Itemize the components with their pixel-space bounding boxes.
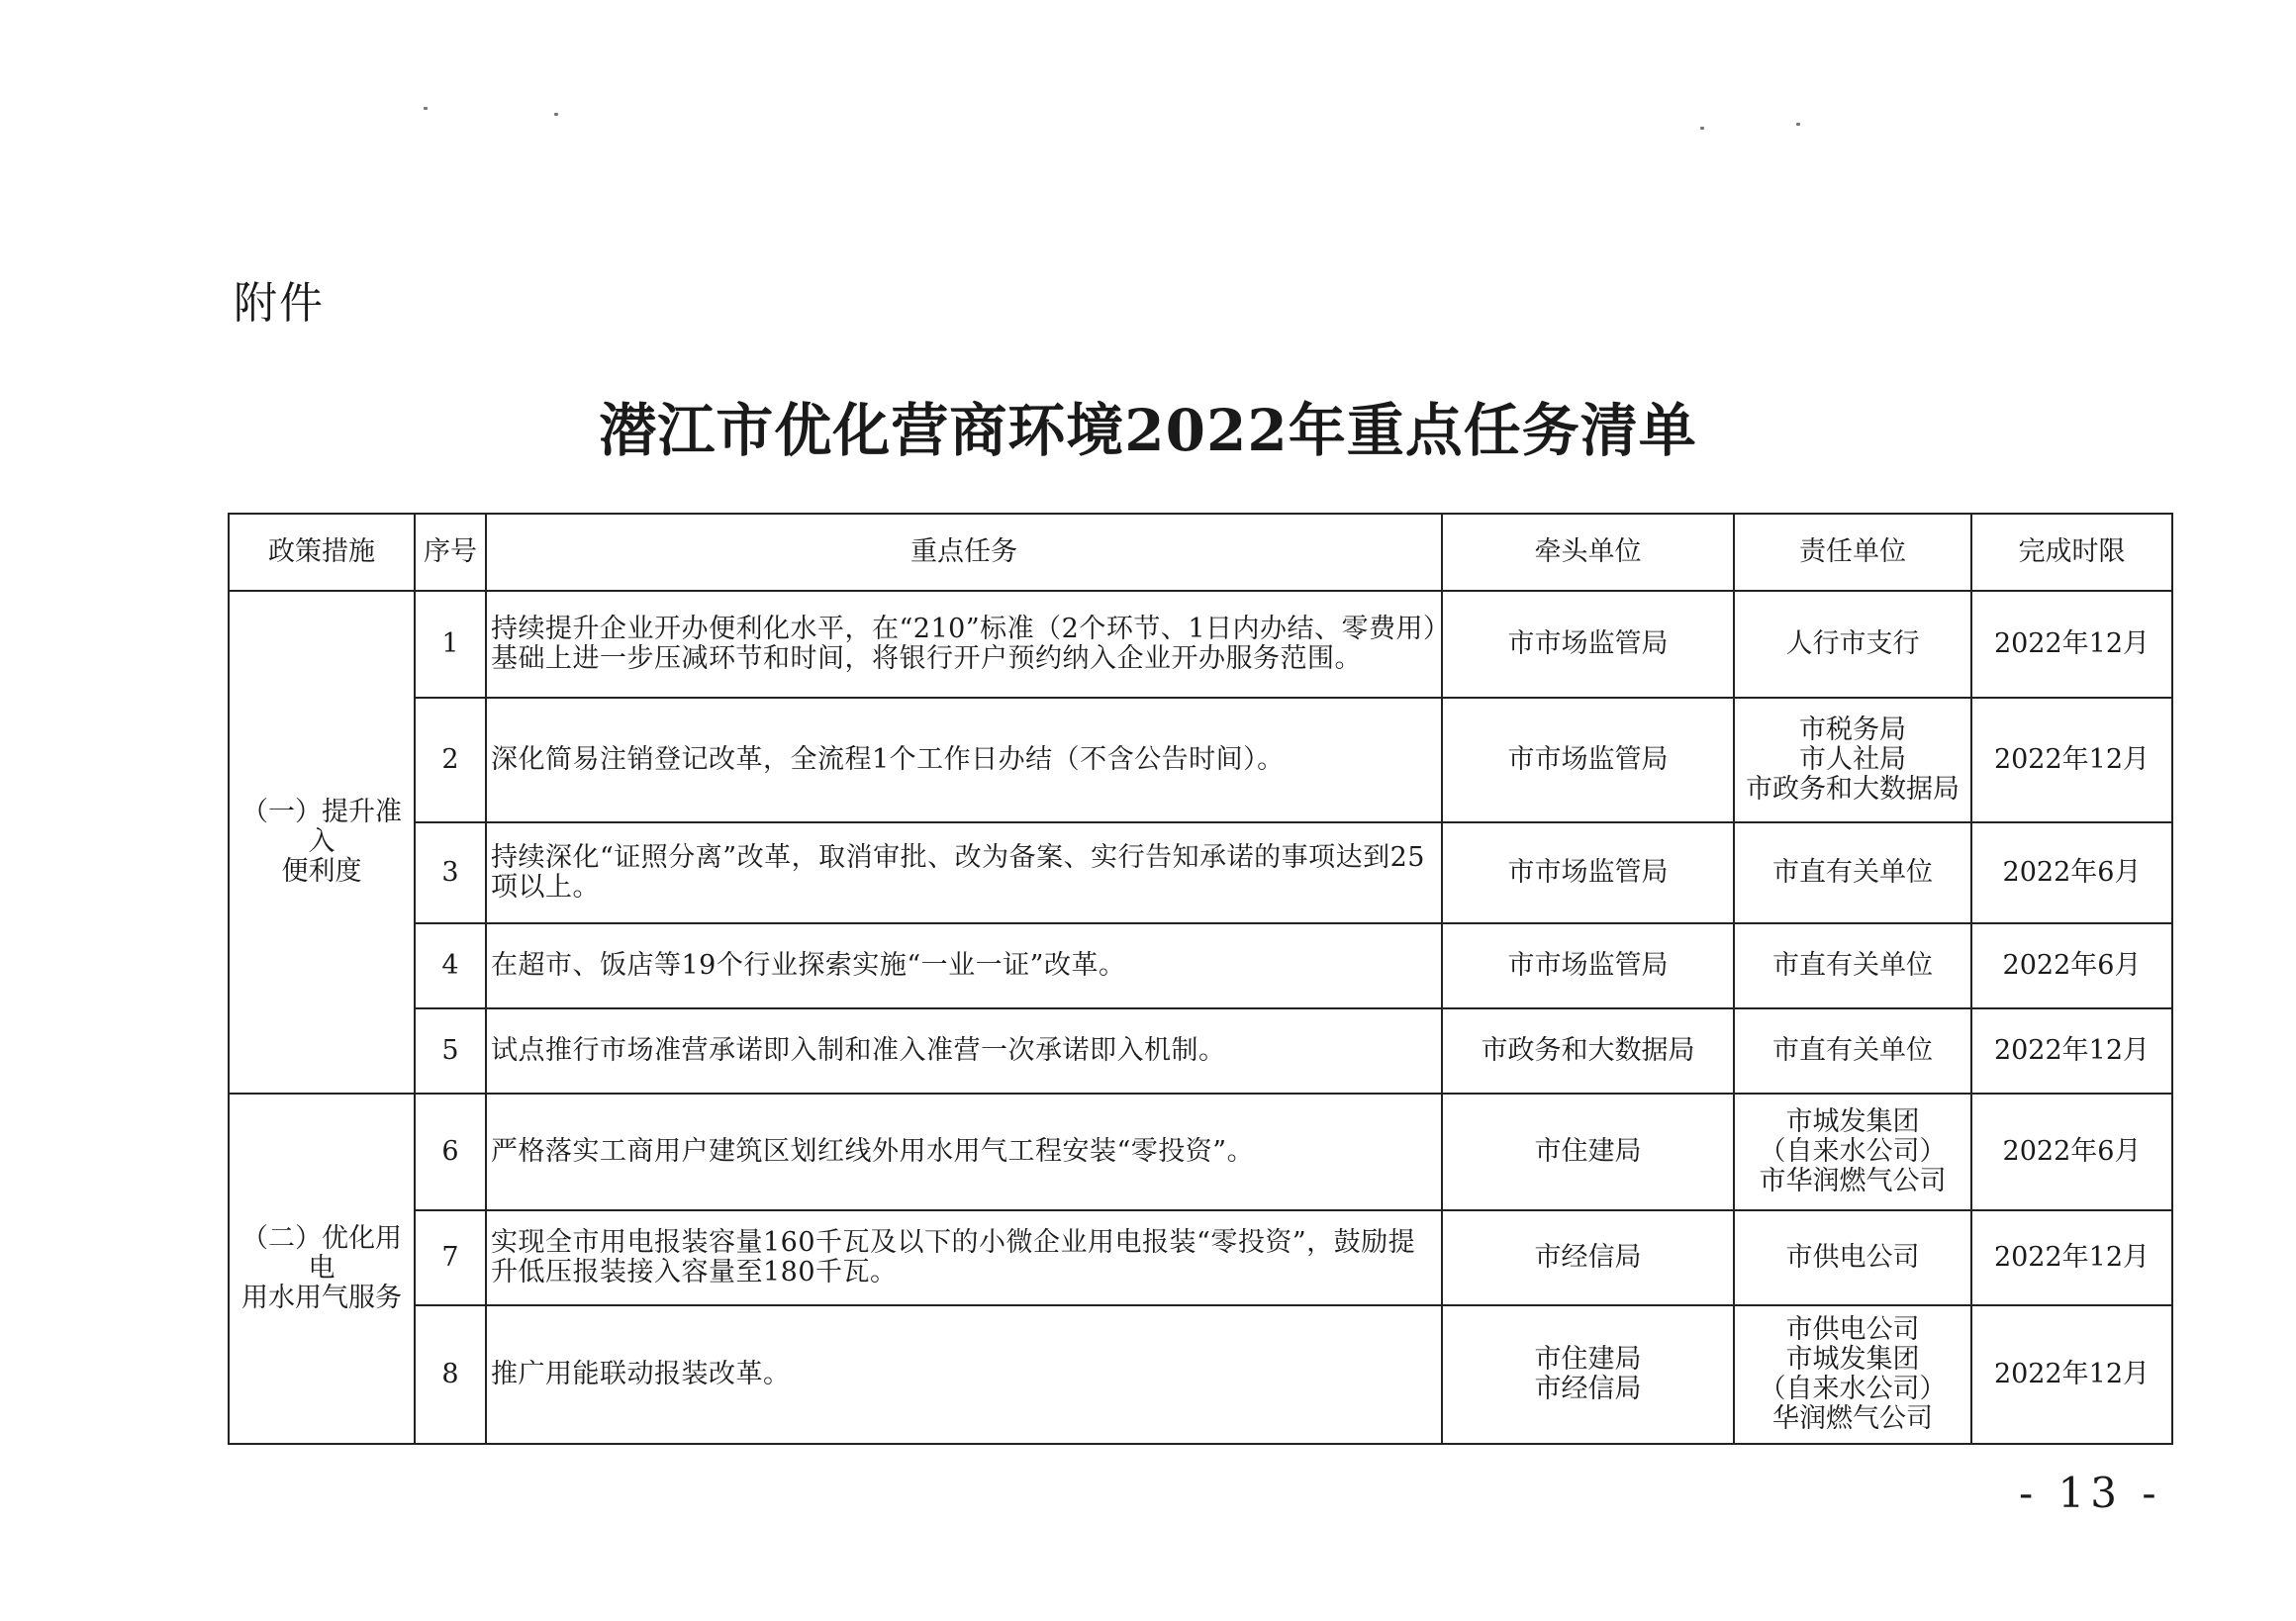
responsible-unit: 市城发集团 (1785, 1106, 1920, 1137)
header-responsible-unit: 责任单位 (1734, 514, 1971, 591)
lead-unit-cell (1442, 698, 1734, 822)
task-cell: 试点推行市场准营承诺即入制和准入准营一次承诺即入机制。 (486, 1008, 1442, 1094)
header-deadline: 完成时限 (1971, 514, 2172, 591)
seq-cell: 1 (415, 591, 486, 698)
responsible-unit-cell (1734, 1008, 1971, 1094)
deadline-cell: 2022年12月 (1971, 1008, 2172, 1094)
responsible-unit-cell (1734, 822, 1971, 923)
deadline-cell: 2022年6月 (1971, 1094, 2172, 1210)
deadline-cell: 2022年12月 (1971, 1210, 2172, 1305)
scan-speck (1796, 123, 1800, 126)
deadline-cell: 2022年12月 (1971, 591, 2172, 698)
lead-unit-cell (1442, 1094, 1734, 1210)
responsible-unit: （自来水公司） (1759, 1374, 1947, 1404)
task-cell: 持续深化“证照分离”改革，取消审批、改为备案、实行告知承诺的事项达到25项以上。 (486, 822, 1442, 923)
header-seq: 序号 (415, 514, 486, 591)
lead-unit: 市住建局 (1534, 1136, 1642, 1167)
responsible-unit: 市政务和大数据局 (1746, 774, 1960, 805)
table-row (229, 1305, 2172, 1444)
responsible-unit-cell (1734, 698, 1971, 822)
task-cell: 深化简易注销登记改革，全流程1个工作日办结（不含公告时间）。 (486, 698, 1442, 822)
task-cell: 实现全市用电报装容量160千瓦及以下的小微企业用电报装“零投资”，鼓励提升低压报装接入容量至180千瓦。 (486, 1210, 1442, 1305)
responsible-unit: （自来水公司） (1759, 1136, 1947, 1167)
table-row (229, 591, 2172, 698)
deadline-cell: 2022年6月 (1971, 822, 2172, 923)
responsible-unit: 市华润燃气公司 (1759, 1166, 1947, 1196)
lead-unit: 市经信局 (1534, 1374, 1642, 1404)
responsible-unit: 市供电公司 (1785, 1314, 1920, 1345)
responsible-unit: 市直有关单位 (1772, 857, 1933, 888)
table-row (229, 822, 2172, 923)
policy-text: 用水用气服务 (241, 1283, 402, 1313)
seq-cell: 4 (415, 923, 486, 1008)
policy-text: 便利度 (281, 856, 362, 887)
deadline-cell: 2022年12月 (1971, 698, 2172, 822)
responsible-unit: 市供电公司 (1785, 1242, 1920, 1273)
deadline-cell: 2022年6月 (1971, 923, 2172, 1008)
lead-unit-cell (1442, 591, 1734, 698)
responsible-unit-cell (1734, 923, 1971, 1008)
responsible-unit: 市人社局 (1799, 744, 1906, 775)
responsible-unit: 市直有关单位 (1772, 950, 1933, 981)
lead-unit: 市住建局 (1534, 1344, 1642, 1375)
task-cell: 严格落实工商用户建筑区划红线外用水用气工程安装“零投资”。 (486, 1094, 1442, 1210)
seq-cell: 7 (415, 1210, 486, 1305)
task-cell: 推广用能联动报装改革。 (486, 1305, 1442, 1444)
seq-cell: 3 (415, 822, 486, 923)
lead-unit-cell (1442, 923, 1734, 1008)
header-policy: 政策措施 (229, 514, 415, 591)
scan-speck (554, 113, 558, 116)
responsible-unit-cell (1734, 1305, 1971, 1444)
seq-cell: 2 (415, 698, 486, 822)
responsible-unit: 市税务局 (1799, 715, 1906, 745)
lead-unit: 市市场监管局 (1507, 857, 1669, 888)
lead-unit: 市经信局 (1534, 1242, 1642, 1273)
responsible-unit: 市城发集团 (1785, 1344, 1920, 1375)
table-row (229, 1094, 2172, 1210)
policy-text: （二）优化用电 (241, 1223, 402, 1284)
lead-unit-cell (1442, 1008, 1734, 1094)
table-row (229, 1210, 2172, 1305)
policy-cell-group-1 (229, 591, 415, 1094)
table-row (229, 923, 2172, 1008)
responsible-unit-cell (1734, 1094, 1971, 1210)
lead-unit: 市市场监管局 (1507, 628, 1669, 659)
responsible-unit-cell (1734, 1210, 1971, 1305)
responsible-unit: 华润燃气公司 (1772, 1403, 1933, 1434)
task-cell: 持续提升企业开办便利化水平，在“210”标准（2个环节、1日内办结、零费用）基础上进一步压减环节和时间，将银行开户预约纳入企业开办服务范围。 (486, 591, 1442, 698)
header-task: 重点任务 (486, 514, 1442, 591)
lead-unit: 市市场监管局 (1507, 950, 1669, 981)
lead-unit-cell (1442, 1210, 1734, 1305)
policy-cell-group-2 (229, 1094, 415, 1444)
seq-cell: 5 (415, 1008, 486, 1094)
responsible-unit: 人行市支行 (1785, 628, 1920, 659)
responsible-unit: 市直有关单位 (1772, 1035, 1933, 1066)
page-number: - 13 - (2019, 1469, 2162, 1517)
table-row (229, 1008, 2172, 1094)
lead-unit-cell (1442, 1305, 1734, 1444)
task-table (228, 513, 2173, 1445)
policy-text: （一）提升准入 (241, 797, 402, 857)
table-row (229, 698, 2172, 822)
document-title: 潜江市优化营商环境2022年重点任务清单 (599, 397, 1697, 464)
task-cell: 在超市、饭店等19个行业探索实施“一业一证”改革。 (486, 923, 1442, 1008)
header-lead-unit: 牵头单位 (1442, 514, 1734, 591)
lead-unit: 市政务和大数据局 (1481, 1035, 1695, 1066)
seq-cell: 8 (415, 1305, 486, 1444)
lead-unit: 市市场监管局 (1507, 744, 1669, 775)
lead-unit-cell (1442, 822, 1734, 923)
scan-speck (424, 107, 428, 110)
responsible-unit-cell (1734, 591, 1971, 698)
table-header-row (229, 514, 2172, 591)
attachment-label: 附件 (234, 278, 325, 329)
scan-speck (1700, 127, 1704, 130)
seq-cell: 6 (415, 1094, 486, 1210)
deadline-cell: 2022年12月 (1971, 1305, 2172, 1444)
